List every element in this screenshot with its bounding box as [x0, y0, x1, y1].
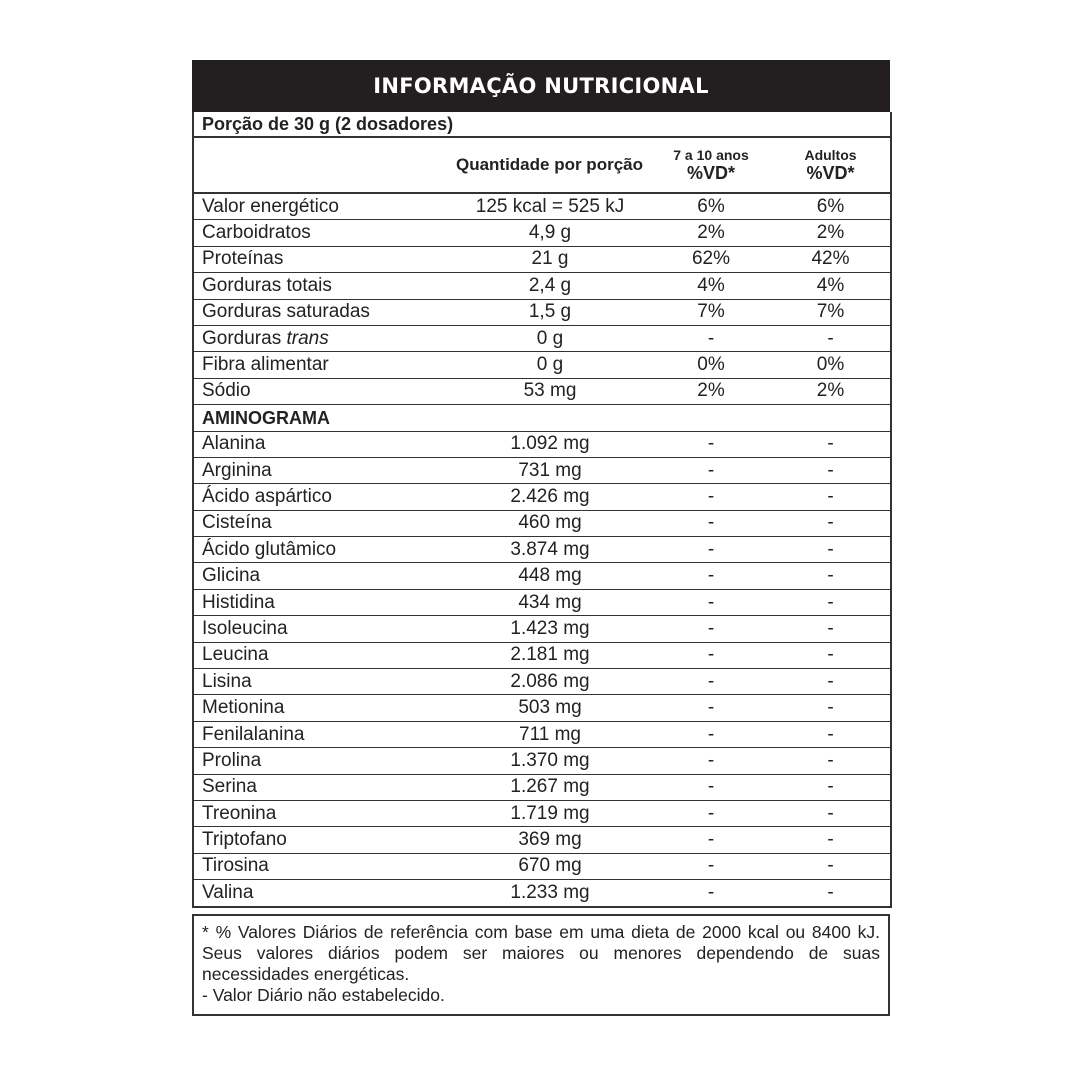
nutrient-vd-adults: -: [771, 431, 891, 457]
nutrient-name-italic: trans: [286, 327, 329, 349]
nutrient-vd-adults: -: [771, 748, 891, 774]
nutrient-name: Leucina: [193, 642, 389, 668]
nutrient-vd-children: 62%: [651, 246, 771, 272]
nutrient-vd-adults: -: [771, 774, 891, 800]
table-row: [193, 748, 891, 774]
nutrient-vd-children: -: [651, 510, 771, 536]
nutrient-quantity: 711 mg: [389, 721, 651, 747]
table-row: [193, 853, 891, 879]
nutrient-name: Gorduras totais: [193, 273, 389, 299]
nutrient-vd-adults: 0%: [771, 352, 891, 378]
nutrient-vd-children: 7%: [651, 299, 771, 325]
nutrient-vd-children: 2%: [651, 220, 771, 246]
nutrient-vd-adults: -: [771, 563, 891, 589]
nutrient-vd-adults: -: [771, 721, 891, 747]
aminogram-heading: AMINOGRAMA: [193, 405, 891, 431]
nutrient-quantity: 2.181 mg: [389, 642, 651, 668]
table-row: [193, 378, 891, 404]
nutrient-name: Valina: [193, 880, 389, 907]
nutrient-quantity: 0 g: [389, 352, 651, 378]
table-row: [193, 325, 891, 351]
table-row: [193, 193, 891, 220]
table-row: [193, 273, 891, 299]
nutrient-vd-children: -: [651, 695, 771, 721]
nutrient-name: Gorduras saturadas: [193, 299, 389, 325]
nutrient-vd-children: 6%: [651, 193, 771, 220]
nutrient-vd-children: -: [651, 431, 771, 457]
table-row: [193, 774, 891, 800]
nutrient-quantity: 2,4 g: [389, 273, 651, 299]
nutrient-vd-children: -: [651, 589, 771, 615]
portion-row: [193, 112, 891, 137]
nutrient-vd-adults: 4%: [771, 273, 891, 299]
nutrient-vd-adults: -: [771, 589, 891, 615]
nutrient-name: Arginina: [193, 457, 389, 483]
nutrient-name: Fenilalanina: [193, 721, 389, 747]
aminogram-section-row: [193, 405, 891, 431]
nutrient-quantity: 1,5 g: [389, 299, 651, 325]
nutrient-vd-children: -: [651, 880, 771, 907]
nutrient-vd-adults: -: [771, 537, 891, 563]
nutrient-vd-children: -: [651, 827, 771, 853]
nutrient-quantity: 2.086 mg: [389, 669, 651, 695]
header-adults: [771, 137, 891, 193]
header-empty: [193, 137, 389, 193]
portion-size: Porção de 30 g (2 dosadores): [193, 112, 891, 137]
nutrient-quantity: 1.370 mg: [389, 748, 651, 774]
nutrient-quantity: 0 g: [389, 325, 651, 351]
nutrient-vd-children: -: [651, 669, 771, 695]
header-children: [651, 137, 771, 193]
table-row: [193, 457, 891, 483]
nutrient-vd-adults: -: [771, 800, 891, 826]
nutrient-vd-adults: 2%: [771, 220, 891, 246]
nutrient-quantity: 460 mg: [389, 510, 651, 536]
table-row: [193, 563, 891, 589]
nutrient-vd-adults: 42%: [771, 246, 891, 272]
nutrient-vd-adults: -: [771, 695, 891, 721]
nutrient-name: Alanina: [193, 431, 389, 457]
table-row: [193, 431, 891, 457]
nutrient-quantity: 1.267 mg: [389, 774, 651, 800]
header-quantity: Quantidade por porção: [389, 137, 651, 193]
nutrient-name: Glicina: [193, 563, 389, 589]
nutrient-vd-children: -: [651, 563, 771, 589]
nutrient-vd-adults: -: [771, 880, 891, 907]
table-row: [193, 880, 891, 907]
nutrient-name: Sódio: [193, 378, 389, 404]
nutrient-name: Tirosina: [193, 853, 389, 879]
nutrient-quantity: 1.423 mg: [389, 616, 651, 642]
header-children-group: 7 a 10 anos: [673, 147, 749, 163]
header-adults-group: Adultos: [804, 147, 857, 163]
nutrient-quantity: 369 mg: [389, 827, 651, 853]
nutrient-vd-children: -: [651, 325, 771, 351]
nutrient-vd-children: -: [651, 748, 771, 774]
table-row: [193, 510, 891, 536]
table-row: [193, 299, 891, 325]
table-row: [193, 352, 891, 378]
nutrient-name: Serina: [193, 774, 389, 800]
nutrient-quantity: 503 mg: [389, 695, 651, 721]
table-row: [193, 827, 891, 853]
footnote-box: [192, 914, 890, 1016]
nutrient-vd-children: -: [651, 484, 771, 510]
table-row: [193, 642, 891, 668]
nutrient-vd-children: -: [651, 774, 771, 800]
table-row: [193, 695, 891, 721]
nutrient-vd-children: -: [651, 457, 771, 483]
nutrient-vd-adults: -: [771, 616, 891, 642]
nutrition-facts-label: [192, 60, 890, 1016]
nutrient-name: Cisteína: [193, 510, 389, 536]
nutrient-quantity: 2.426 mg: [389, 484, 651, 510]
nutrient-quantity: 434 mg: [389, 589, 651, 615]
nutrient-vd-adults: -: [771, 669, 891, 695]
nutrient-vd-children: -: [651, 537, 771, 563]
nutrient-quantity: 21 g: [389, 246, 651, 272]
nutrient-vd-adults: 6%: [771, 193, 891, 220]
nutrient-vd-children: -: [651, 721, 771, 747]
nutrient-name: Lisina: [193, 669, 389, 695]
nutrient-name: Proteínas: [193, 246, 389, 272]
nutrient-vd-children: 2%: [651, 378, 771, 404]
nutrient-vd-adults: -: [771, 827, 891, 853]
table-row: [193, 721, 891, 747]
header-adults-vd: %VD*: [806, 163, 855, 183]
table-row: [193, 537, 891, 563]
nutrient-quantity: 1.233 mg: [389, 880, 651, 907]
nutrient-vd-adults: 2%: [771, 378, 891, 404]
footnote-not-established: - Valor Diário não estabelecido.: [202, 984, 445, 1005]
table-row: [193, 669, 891, 695]
nutrient-name: Carboidratos: [193, 220, 389, 246]
nutrient-name: Prolina: [193, 748, 389, 774]
label-title: INFORMAÇÃO NUTRICIONAL: [192, 60, 890, 112]
nutrient-vd-children: 0%: [651, 352, 771, 378]
nutrient-vd-adults: -: [771, 510, 891, 536]
table-row: [193, 589, 891, 615]
table-row: [193, 484, 891, 510]
nutrient-quantity: 4,9 g: [389, 220, 651, 246]
nutrient-vd-children: 4%: [651, 273, 771, 299]
nutrient-quantity: 1.719 mg: [389, 800, 651, 826]
nutrient-quantity: 670 mg: [389, 853, 651, 879]
nutrient-vd-adults: -: [771, 853, 891, 879]
nutrient-vd-children: -: [651, 853, 771, 879]
nutrient-vd-adults: -: [771, 484, 891, 510]
nutrient-vd-adults: -: [771, 325, 891, 351]
nutrient-name: Isoleucina: [193, 616, 389, 642]
nutrient-vd-adults: 7%: [771, 299, 891, 325]
header-row: [193, 137, 891, 193]
nutrition-table: [192, 112, 892, 908]
table-row: [193, 616, 891, 642]
table-row: [193, 220, 891, 246]
nutrient-vd-adults: -: [771, 457, 891, 483]
nutrient-name: [193, 325, 389, 351]
nutrient-quantity: 448 mg: [389, 563, 651, 589]
nutrient-vd-children: -: [651, 616, 771, 642]
nutrient-name: Ácido glutâmico: [193, 537, 389, 563]
nutrient-vd-children: -: [651, 800, 771, 826]
header-children-vd: %VD*: [686, 163, 735, 183]
nutrient-vd-children: -: [651, 642, 771, 668]
nutrient-vd-adults: -: [771, 642, 891, 668]
nutrient-name: Ácido aspártico: [193, 484, 389, 510]
nutrient-quantity: 1.092 mg: [389, 431, 651, 457]
table-row: [193, 246, 891, 272]
nutrient-name: Metionina: [193, 695, 389, 721]
table-row: [193, 800, 891, 826]
nutrient-name: Fibra alimentar: [193, 352, 389, 378]
nutrient-quantity: 53 mg: [389, 378, 651, 404]
nutrient-name: Treonina: [193, 800, 389, 826]
footnote-reference: * % Valores Diários de referência com base em uma dieta de 2000 kcal ou 8400 kJ. Seus valores diários podem ser maiores ou menores dependendo de suas necessidades energéticas.: [202, 921, 880, 984]
nutrient-quantity: 125 kcal = 525 kJ: [389, 193, 651, 220]
nutrient-name: Valor energético: [193, 193, 389, 220]
nutrient-quantity: 3.874 mg: [389, 537, 651, 563]
nutrient-name: Triptofano: [193, 827, 389, 853]
nutrient-quantity: 731 mg: [389, 457, 651, 483]
nutrient-name-text: Gorduras: [202, 327, 282, 349]
nutrient-name: Histidina: [193, 589, 389, 615]
